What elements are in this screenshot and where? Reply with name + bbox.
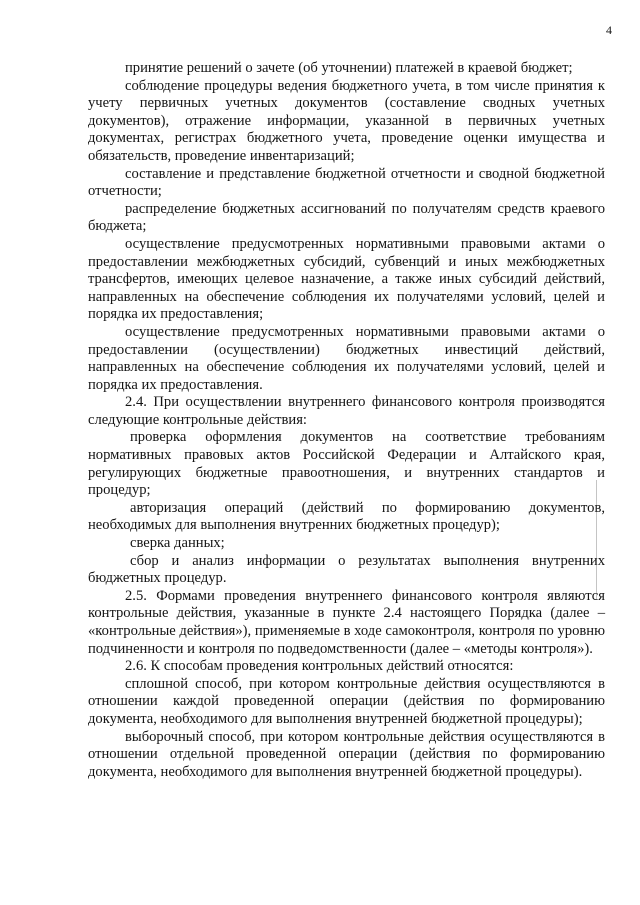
paragraph: выборочный способ, при котором контрольные действия осуществляются в отношении отдельной проведенной операции (действия по формированию документа, необходимого для выполнения внутренней бюджетной процедуры). (88, 728, 605, 780)
paragraph: проверка оформления документов на соответствие требованиям нормативных правовых актов Российской Федерации и Алтайского края, регулирующих бюджетные правоотношения, и внутренних стандартов и процедур; (88, 429, 605, 499)
paragraph: сбор и анализ информации о результатах выполнения внутренних бюджетных процедур. (88, 552, 605, 587)
paragraph-section-heading: 2.4. При осуществлении внутреннего финансового контроля производятся следующие контрольные действия: (88, 394, 605, 428)
paragraph: осуществление предусмотренных нормативными правовыми актами о предоставлении (осуществлении) бюджетных инвестиций действий, направленных на обеспечение соблюдения их получателями условий, целей и порядка их предоставления. (88, 323, 605, 393)
paragraph: составление и представление бюджетной отчетности и сводной бюджетной отчетности; (88, 165, 605, 200)
paragraph: сверка данных; (130, 535, 225, 552)
paragraph: осуществление предусмотренных нормативными правовыми актами о предоставлении межбюджетных субсидий, субвенций и иных межбюджетных трансфертов, имеющих целевое назначение, а также иных субсидий действий, направленных на обеспечение соблюдения их получателями условий, целей и порядка их предоставления; (88, 235, 605, 323)
paragraph: принятие решений о зачете (об уточнении) платежей в краевой бюджет; (125, 60, 573, 76)
body-text (88, 60, 605, 781)
paragraph: соблюдение процедуры ведения бюджетного учета, в том числе принятия к учету первичных учетных документов (составление сводных учетных документов), отражение информации, указанной в первичных учетных документах, регистрах бюджетного учета, проведение оценки имущества и обязательств, проведение инвентаризаций; (88, 77, 605, 164)
paragraph: авторизация операций (действий по формированию документов, необходимых для выполнения внутренних бюджетных процедур); (88, 499, 605, 534)
paragraph: распределение бюджетных ассигнований по получателям средств краевого бюджета; (88, 200, 605, 235)
paragraph-section-heading: 2.6. К способам проведения контрольных действий относятся: (125, 658, 514, 675)
paragraph: сплошной способ, при котором контрольные действия осуществляются в отношении каждой проведенной операции (действия по формированию документа, необходимого для выполнения внутренней бюджетной процедуры); (88, 675, 605, 727)
paragraph-section-heading: 2.5. Формами проведения внутреннего финансового контроля являются контрольные действия, указанные в пункте 2.4 настоящего Порядка (далее – «контрольные действия»), применяемые в ходе самоконтроля, контроля по уровню подчиненности и контроля по подведомственности (далее – «методы контроля»). (88, 587, 606, 657)
scan-artifact-line (596, 480, 597, 600)
page-number: 4 (606, 23, 612, 37)
